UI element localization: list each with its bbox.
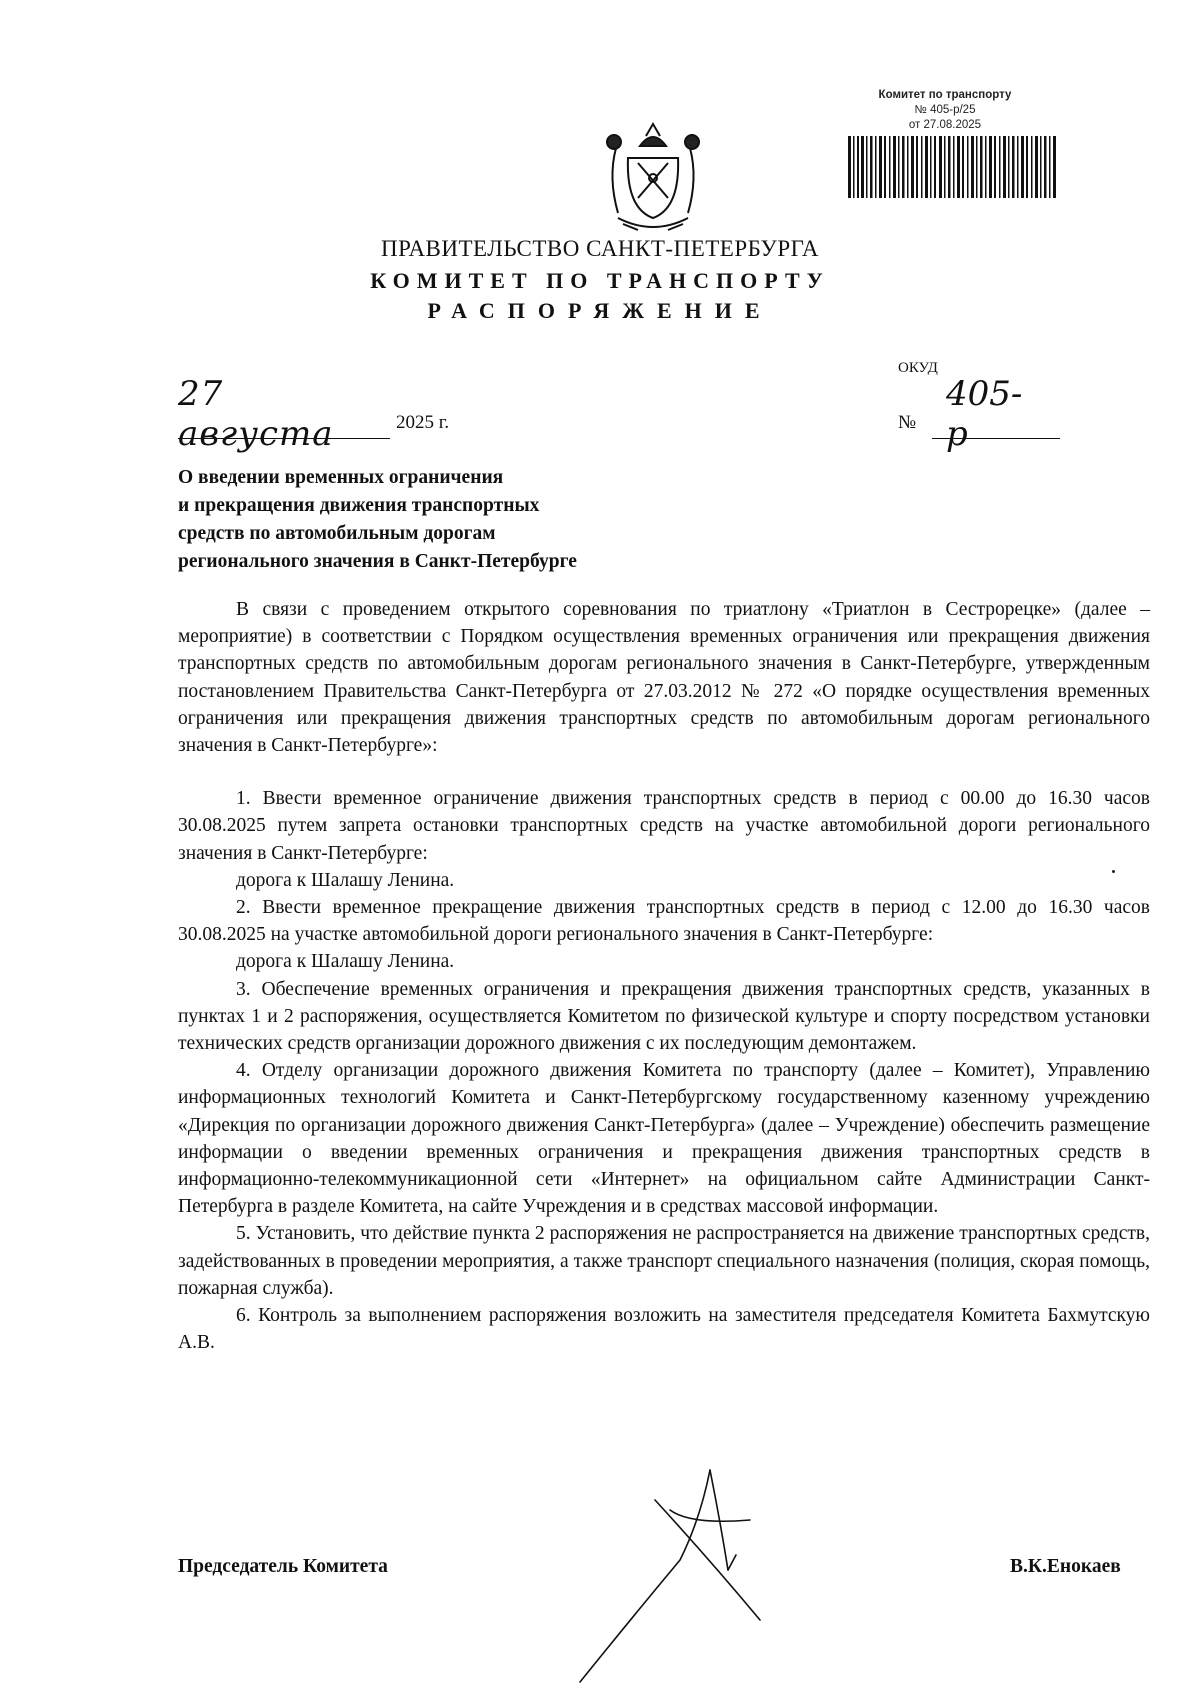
committee-heading: КОМИТЕТ ПО ТРАНСПОРТУ bbox=[370, 268, 830, 293]
stamp-org: Комитет по транспорту bbox=[878, 89, 1012, 101]
title-line: регионального значения в Санкт-Петербурге bbox=[178, 551, 577, 572]
registration-stamp bbox=[840, 88, 1050, 133]
handwritten-signature bbox=[560, 1450, 800, 1690]
scan-speck bbox=[1112, 870, 1115, 873]
title-line: и прекращения движения транспортных bbox=[178, 495, 540, 516]
number-underline bbox=[932, 438, 1060, 439]
item-6: 6. Контроль за выполнением распоряжения возложить на заместителя председателя Комитета Бахмутскую А.В. bbox=[178, 1305, 1150, 1354]
date-handwritten: 27 августа bbox=[178, 374, 334, 454]
date-year: 2025 г. bbox=[396, 412, 450, 433]
document-type-heading: РАСПОРЯЖЕНИЕ bbox=[427, 298, 773, 323]
document-body bbox=[178, 596, 1150, 1356]
government-heading: ПРАВИТЕЛЬСТВО САНКТ-ПЕТЕРБУРГА bbox=[380, 236, 820, 261]
item-4: 4. Отделу организации дорожного движения Комитета по транспорту (далее – Комитет), Управлению информационных технологий Комитета и Санкт-Петербургскому государственному казенному учреждению «Дирекция по организации дорожного движения Санкт-Петербурга» (далее – Учреждение) обеспечить размещение информации о введении временных ограничения и прекращения движения транспортных средств в информационно-телекоммуникационной сети «Интернет» на официальном сайте Администрации Санкт-Петербурга в разделе Комитета, на сайте Учреждения и в средствах массовой информации. bbox=[178, 1060, 1150, 1218]
title-line: средств по автомобильным дорогам bbox=[178, 523, 496, 544]
number-sign: № bbox=[898, 412, 917, 433]
signatory-name: В.К.Енокаев bbox=[1010, 1556, 1121, 1577]
item-3: 3. Обеспечение временных ограничения и прекращения движения транспортных средств, указанных в пунктах 1 и 2 распоряжения, осуществляется Комитетом по физической культуре и спорту посредством установки технических средств организации дорожного движения с их последующим демонтажем. bbox=[178, 978, 1150, 1055]
item-1: 1. Ввести временное ограничение движения транспортных средств в период с 00.00 до 16.30 часов 30.08.2025 путем запрета остановки транспортных средств на участке автомобильной дороги регионального значения в Санкт-Петербурге: bbox=[178, 788, 1150, 864]
number-handwritten: 405-р bbox=[946, 374, 1023, 454]
item-2: 2. Ввести временное прекращение движения транспортных средств в период с 12.00 до 16.30 часов 30.08.2025 на участке автомобильной дороги регионального значения в Санкт-Петербурге: bbox=[178, 897, 1150, 946]
stamp-number: № 405-р/25 bbox=[914, 104, 976, 116]
date-underline bbox=[178, 438, 390, 439]
preamble-paragraph: В связи с проведением открытого соревнования по триатлону «Триатлон в Сестрорецке» (далее – мероприятие) в соответствии с Порядком осуществления временных ограничения или прекращения движения транспортных средств по автомобильным дорогам регионального значения в Санкт-Петербурге, утвержденным постановлением Правительства Санкт-Петербурга от 27.03.2012 № 272 «О порядке осуществления временных ограничения или прекращения движения транспортных средств по автомобильным дорогам регионального значения в Санкт-Петербурге»: bbox=[178, 599, 1150, 757]
document-title bbox=[178, 464, 778, 576]
stamp-date: от 27.08.2025 bbox=[908, 119, 982, 131]
item-2-road: дорога к Шалашу Ленина. bbox=[236, 951, 455, 973]
coat-of-arms-icon bbox=[598, 118, 708, 236]
title-line: О введении временных ограничения bbox=[178, 467, 504, 488]
barcode bbox=[848, 136, 1058, 198]
item-5: 5. Установить, что действие пункта 2 распоряжения не распространяется на движение транспортных средств, задействованных в проведении мероприятия, а также транспорт специального назначения (полиция, скорая помощь, пожарная служба). bbox=[178, 1223, 1150, 1299]
item-1-road: дорога к Шалашу Ленина. bbox=[236, 869, 455, 891]
okud-label: ОКУД bbox=[898, 360, 938, 376]
signatory-title: Председатель Комитета bbox=[178, 1556, 388, 1577]
